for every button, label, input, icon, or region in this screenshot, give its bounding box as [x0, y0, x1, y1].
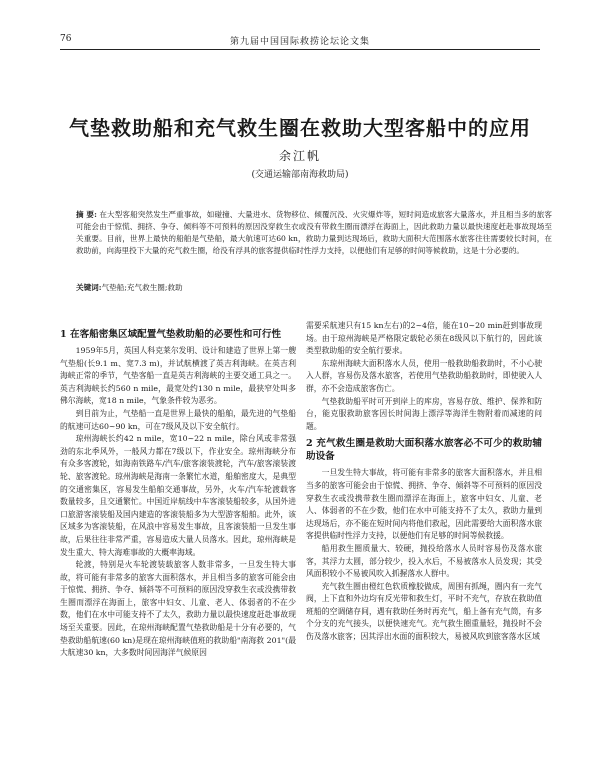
right-column [306, 320, 542, 644]
keywords-label: 关键词: [76, 283, 102, 292]
paragraph: 船用救生圈质量大、较硬，抛投给落水人员时容易伤及落水旅客，其浮力太圆，部分较少，投入水后，不易被落水人员发现；其受风面积较小不易被风吹入抓握落水人群中。 [306, 543, 542, 579]
paragraph: 需要采航速只有15 kn左右)的2~4倍，能在10~20 min赶到事故现场。由于琼州海峡是严格限定载轮必须在8级风以下航行的，因此该类型救助船的安全航行要求。 [306, 321, 542, 356]
paragraph: 到目前为止，气垫船一直是世界上最快的船舶，最先进的气垫船的航速可达60~90 kn，可在7级风及以下安全航行。 [60, 408, 296, 431]
paragraph: 一旦发生特大事故，将可能有非常多的旅客大面积落水，并且相当多的旅客可能会由于惊慌、拥挤、争夺、倾斜等不可预料的原因没穿救生衣或没携带救生圈而漂浮在海面上，旅客中妇女、儿童、老人、体弱者的不在少数，他们在水中可能支持不了太久，救助力量到达现场后，亦不能在短时间内将他们救起，因此需要给大面积落水旅客提供临时性浮力支持，以便他们有足够的时间等候救援。 [306, 468, 542, 541]
header-rule [60, 49, 540, 50]
paragraph: 琼州海峡长约42 n mile，宽10~22 n mile，除台风或非常强劲的东北季风外，一般风力都在7级以下，作业安全。琼州海峡分布有众多客渡轮，如海南铁路车/汽车/旅客滚装渡轮，汽车/旅客滚装渡轮、旅客渡轮。琼州海峡是海南一条繁忙水道，船舶密度大，是典型的交通密集区，容易发生船舶交通事故，另外，火车/汽车轮渡载客数量较多，且交通繁忙。中国近岸航线中车客滚装船较多，从国外进口旅游客滚装船及国内建造的客滚装船多为大型游客船舶。此外，该区域多为客滚装船，在风浪中容易发生事故，且客滚装船一旦发生事故，后果往往非常严重，容易造成大量人员落水。因此，琼州海峡是发生重大、特大海难事故的大概率海域。 [60, 434, 296, 557]
author: 余江帆 [278, 149, 321, 163]
paragraph: 充气救生圈由橙红色软质橡胶做成，周围有抓绳，圈内有一充气阀，上下直和外边均有反光带和救生灯，平时不充气，存放在救助值班船的空调储存间，遇有救助任务时再充气，船上备有充气筒，有多个分支的充气接头，以便快速充气。充气救生圈重量轻，抛投时不会伤及落水旅客；因其浮出水面的面积较大，易被风吹到旅客落水区域 [306, 581, 542, 642]
abstract-text: 在大型客船突然发生严重事故，如碰撞、大量进水、货物移位、倾覆沉没、火灾爆炸等，短时间造成旅客大量落水，并且相当多的旅客可能会由于惊慌、拥挤、争夺、倾料等不可预料的原因没穿救生衣或没有带救生圈而漂浮在海面上，因此救助力量以最快速度赶赴事故现场至关重要。目前，世界上最快的船舶是气垫船，最大航速可达60 kn，救助力量到达现场后，救助大面积大范围落水旅客往往需要较长时间，在救助前，向海里投下大量的充气救生圈，给没有浮具的旅客提供临时性浮力支持，以便他们有足够的时间等候救助，这是十分必要的。 [76, 210, 552, 255]
section-1-heading: 1 在客船密集区域配置气垫救助船的必要性和可行性 [60, 329, 282, 340]
paper-title: 气垫救助船和充气救生圈在救助大型客船中的应用 [69, 116, 531, 140]
paragraph: 气垫救助船平时可开到岸上的库房，容易存放、维护、保养和防台，能克服救助旅客因长时间海上漂浮等海洋生物附着而减速的问题。 [306, 396, 542, 431]
abstract [76, 209, 552, 257]
paragraph: 1959年5月，英国人科克莱尔发明、设计和建造了世界上第一艘气垫船(长9.1 m、宽7.3 m)，并试航横渡了英吉利海峡。在英吉利海峡正常的季节，气垫客船一直是英吉利海峡的主要交通工具之一。英吉利海峡长约560 n mile，最宽处约130 n mile，最狭窄处叫多佛尔海峡，宽18 n mile，气象条件较为恶劣。 [60, 346, 296, 406]
paragraph: 轮渡，特别是火车轮渡装载旅客人数非常多，一旦发生特大事故，将可能有非常多的旅客大面积落水，并且相当多的旅客可能会由于惊慌、拥挤、争夺、倾斜等不可预料的原因没穿救生衣或没携带救生圈而漂浮在海面上，旅客中妇女、儿童、老人、体弱者的不在少数，他们在水中可能支持不了太久，救助力量以最快速度赶赴事故现场至关重要。因此，在琼州海峡配置气垫救助船是十分有必要的，气垫救助船航速(60 kn)是现在琼州海峡值班的救助船"南海救 201"(最大航速30 kn，大多数时间因海洋气候原因 [60, 560, 296, 658]
keywords-text: 气垫船;充气救生圈;救助 [101, 283, 183, 292]
journal-title: 第九届中国国际救捞论坛论文集 [229, 37, 370, 47]
abstract-label: 摘 要: [76, 210, 97, 219]
left-column [60, 326, 296, 660]
keywords [76, 282, 552, 294]
page-number: 76 [60, 34, 72, 44]
section-2-heading: 2 充气救生圈是救助大面积落水旅客必不可少的救助辅助设备 [306, 438, 542, 463]
paragraph: 东琼州海峡大面积落水人员，使用一般救助船救助时，不小心驶入人群，容易伤及落水旅客，若使用气垫救助船救助时，即使驶入人群，亦不会造成旅客伤亡。 [306, 358, 542, 393]
affiliation: (交通运输部南海救助局) [251, 170, 349, 180]
running-header [60, 34, 540, 50]
